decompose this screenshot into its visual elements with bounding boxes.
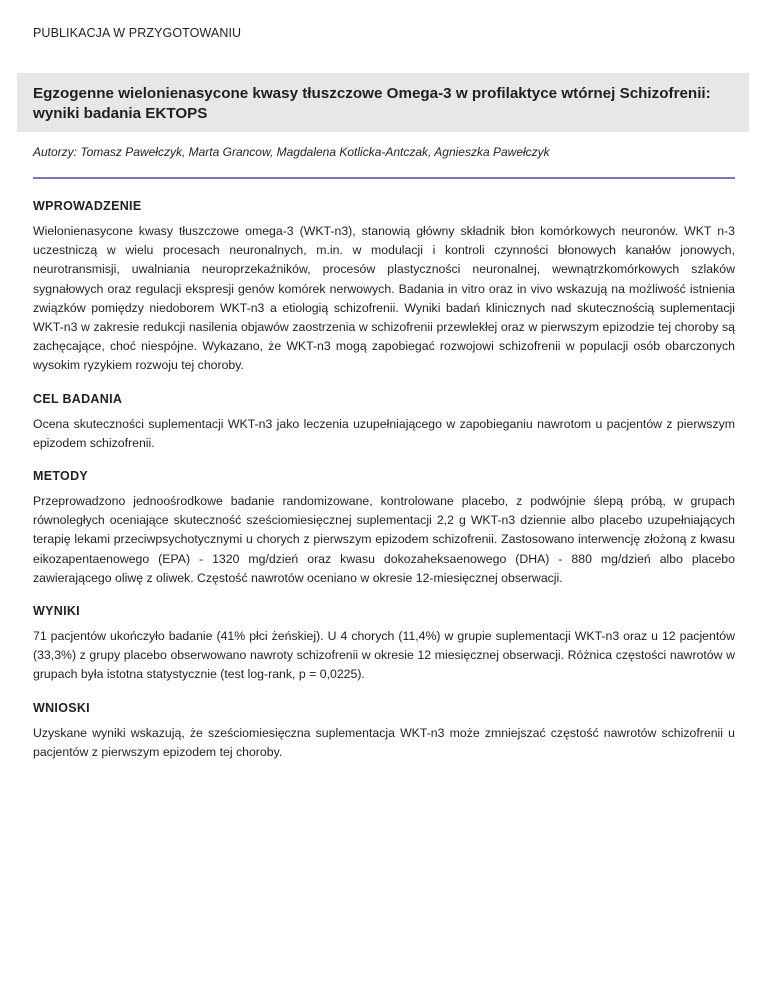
section-conclusions xyxy=(33,701,735,762)
title-box xyxy=(17,73,749,132)
section-introduction xyxy=(33,199,735,376)
section-methods xyxy=(33,469,735,588)
section-results xyxy=(33,604,735,685)
section-heading: METODY xyxy=(33,469,89,484)
article-body xyxy=(33,199,735,778)
section-paragraph: Ocena skuteczności suplementacji WKT-n3 jako leczenia uzupełniającego w zapobieganiu nawrotom u pacjentów z pierwszym epizodem schizofrenii. xyxy=(33,416,735,450)
article-title: Egzogenne wielonienasycone kwasy tłuszczowe Omega-3 w profilaktyce wtórnej Schizofrenii: wyniki badania EKTOPS xyxy=(33,85,711,122)
section-heading: WYNIKI xyxy=(33,604,80,619)
section-heading: CEL BADANIA xyxy=(33,391,123,406)
authors-line: Autorzy: Tomasz Pawełczyk, Marta Grancow, Magdalena Kotlicka-Antczak, Agnieszka Pawełczyk xyxy=(33,145,550,159)
section-aim xyxy=(33,392,735,453)
section-heading: WNIOSKI xyxy=(33,700,90,715)
section-paragraph: Uzyskane wyniki wskazują, że sześciomiesięczna suplementacja WKT-n3 może zmniejszać częstość nawrotów schizofrenii u pacjentów z pierwszym epizodem tej choroby. xyxy=(33,725,735,759)
section-paragraph: 71 pacjentów ukończyło badanie (41% płci żeńskiej). U 4 chorych (11,4%) w grupie suplementacji WKT-n3 oraz u 12 pacjentów (33,3%) z grupy placebo obserwowano nawroty schizofrenii w okresie 12 miesięcznej obserwacji. Różnica częstości nawrotów w grupach była istotna statystycznie (test log-rank, p = 0,0225). xyxy=(33,629,735,682)
section-paragraph: Wielonienasycone kwasy tłuszczowe omega-3 (WKT-n3), stanowią główny składnik błon komórkowych neuronów. WKT n-3 uczestniczą w wielu procesach neuronalnych, m.in. w modulacji i kontroli czynności błonowych kanałów jonowych, neurotransmisji, uwalniania neuroprzekaźników, procesów plastyczności neuronalnej, wewnątrzkomórkowych szlaków sygnałowych oraz regulacji ekspresji genów komórek nerwowych. Badania in vitro oraz in vivo wskazują na możliwość istnienia związków pomiędzy niedoborem WKT-n3 a etiologią schizofrenii. Wyniki badań klinicznych nad skutecznością suplementacji WKT-n3 w zakresie redukcji nasilenia objawów zaostrzenia w schizofrenii przewlekłej oraz w pierwszym epizodzie tej choroby są zachęcające, choć niespójne. Wykazano, że WKT-n3 mogą zapobiegać rozwojowi schizofrenii w populacji osób obarczonych wysokim ryzykiem rozwoju tej choroby. xyxy=(33,224,735,373)
divider-rule xyxy=(33,177,735,179)
publication-status-label: PUBLIKACJA W PRZYGOTOWANIU xyxy=(33,26,242,40)
section-paragraph: Przeprowadzono jednoośrodkowe badanie randomizowane, kontrolowane placebo, z podwójnie ślepą próbą, w grupach równoległych oceniające skuteczność sześciomiesięcznej suplementacji 2,2 g WKT-n3 dziennie albo placebo uzupełniających terapię lekami przeciwpsychotycznymi u chorych z pierwszym epizodem schizofrenii. Zastosowano interwencję złożoną z kwasu eikozapentaenowego (EPA) - 1320 mg/dzień oraz kwasu dokozaheksaenowego (DHA) - 880 mg/dzień albo placebo zawierającego oliwę z oliwek. Częstość nawrotów oceniano w okresie 12-miesięcznej obserwacji. xyxy=(33,494,735,585)
section-heading: WPROWADZENIE xyxy=(33,199,142,213)
